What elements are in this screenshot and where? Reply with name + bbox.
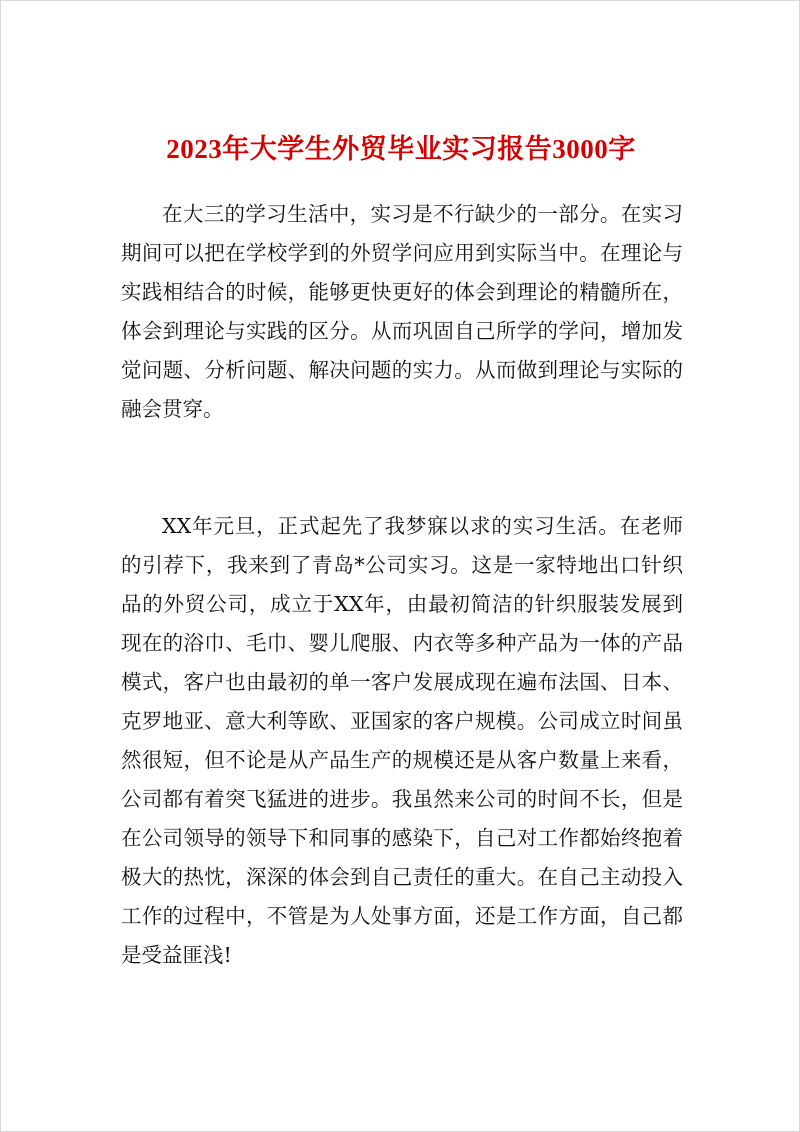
page-title: 2023年大学生外贸毕业实习报告3000字 — [166, 134, 636, 164]
body-paragraph-1: 在大三的学习生活中，实习是不行缺少的一部分。在实习期间可以把在学校学到的外贸学问应用到实际当中。在理论与实践相结合的时候，能够更快更好的体会到理论的精髓所在，体会到理论与实践的区分。从而巩固自己所学的学问，增加发觉问题、分析问题、解决问题的实力。从而做到理论与实际的融会贯穿。 — [121, 202, 683, 421]
body-paragraph-2: XX年元旦，正式起先了我梦寐以求的实习生活。在老师的引荐下，我来到了青岛*公司实习。这是一家特地出口针织品的外贸公司，成立于XX年，由最初简洁的针织服装发展到现在的浴巾、毛巾、婴儿爬服、内衣等多种产品为一体的产品模式，客户也由最初的单一客户发展成现在遍布法国、日本、克罗地亚、意大利等欧、亚国家的客户规模。公司成立时间虽然很短，但不论是从产品生产的规模还是从客户数量上来看，公司都有着突飞猛进的进步。我虽然来公司的时间不长，但是在公司领导的领导下和同事的感染下，自己对工作都始终抱着极大的热忱，深深的体会到自己责任的重大。在自己主动投入工作的过程中，不管是为人处事方面，还是工作方面，自己都是受益匪浅! — [121, 514, 683, 967]
document-body — [121, 195, 683, 975]
